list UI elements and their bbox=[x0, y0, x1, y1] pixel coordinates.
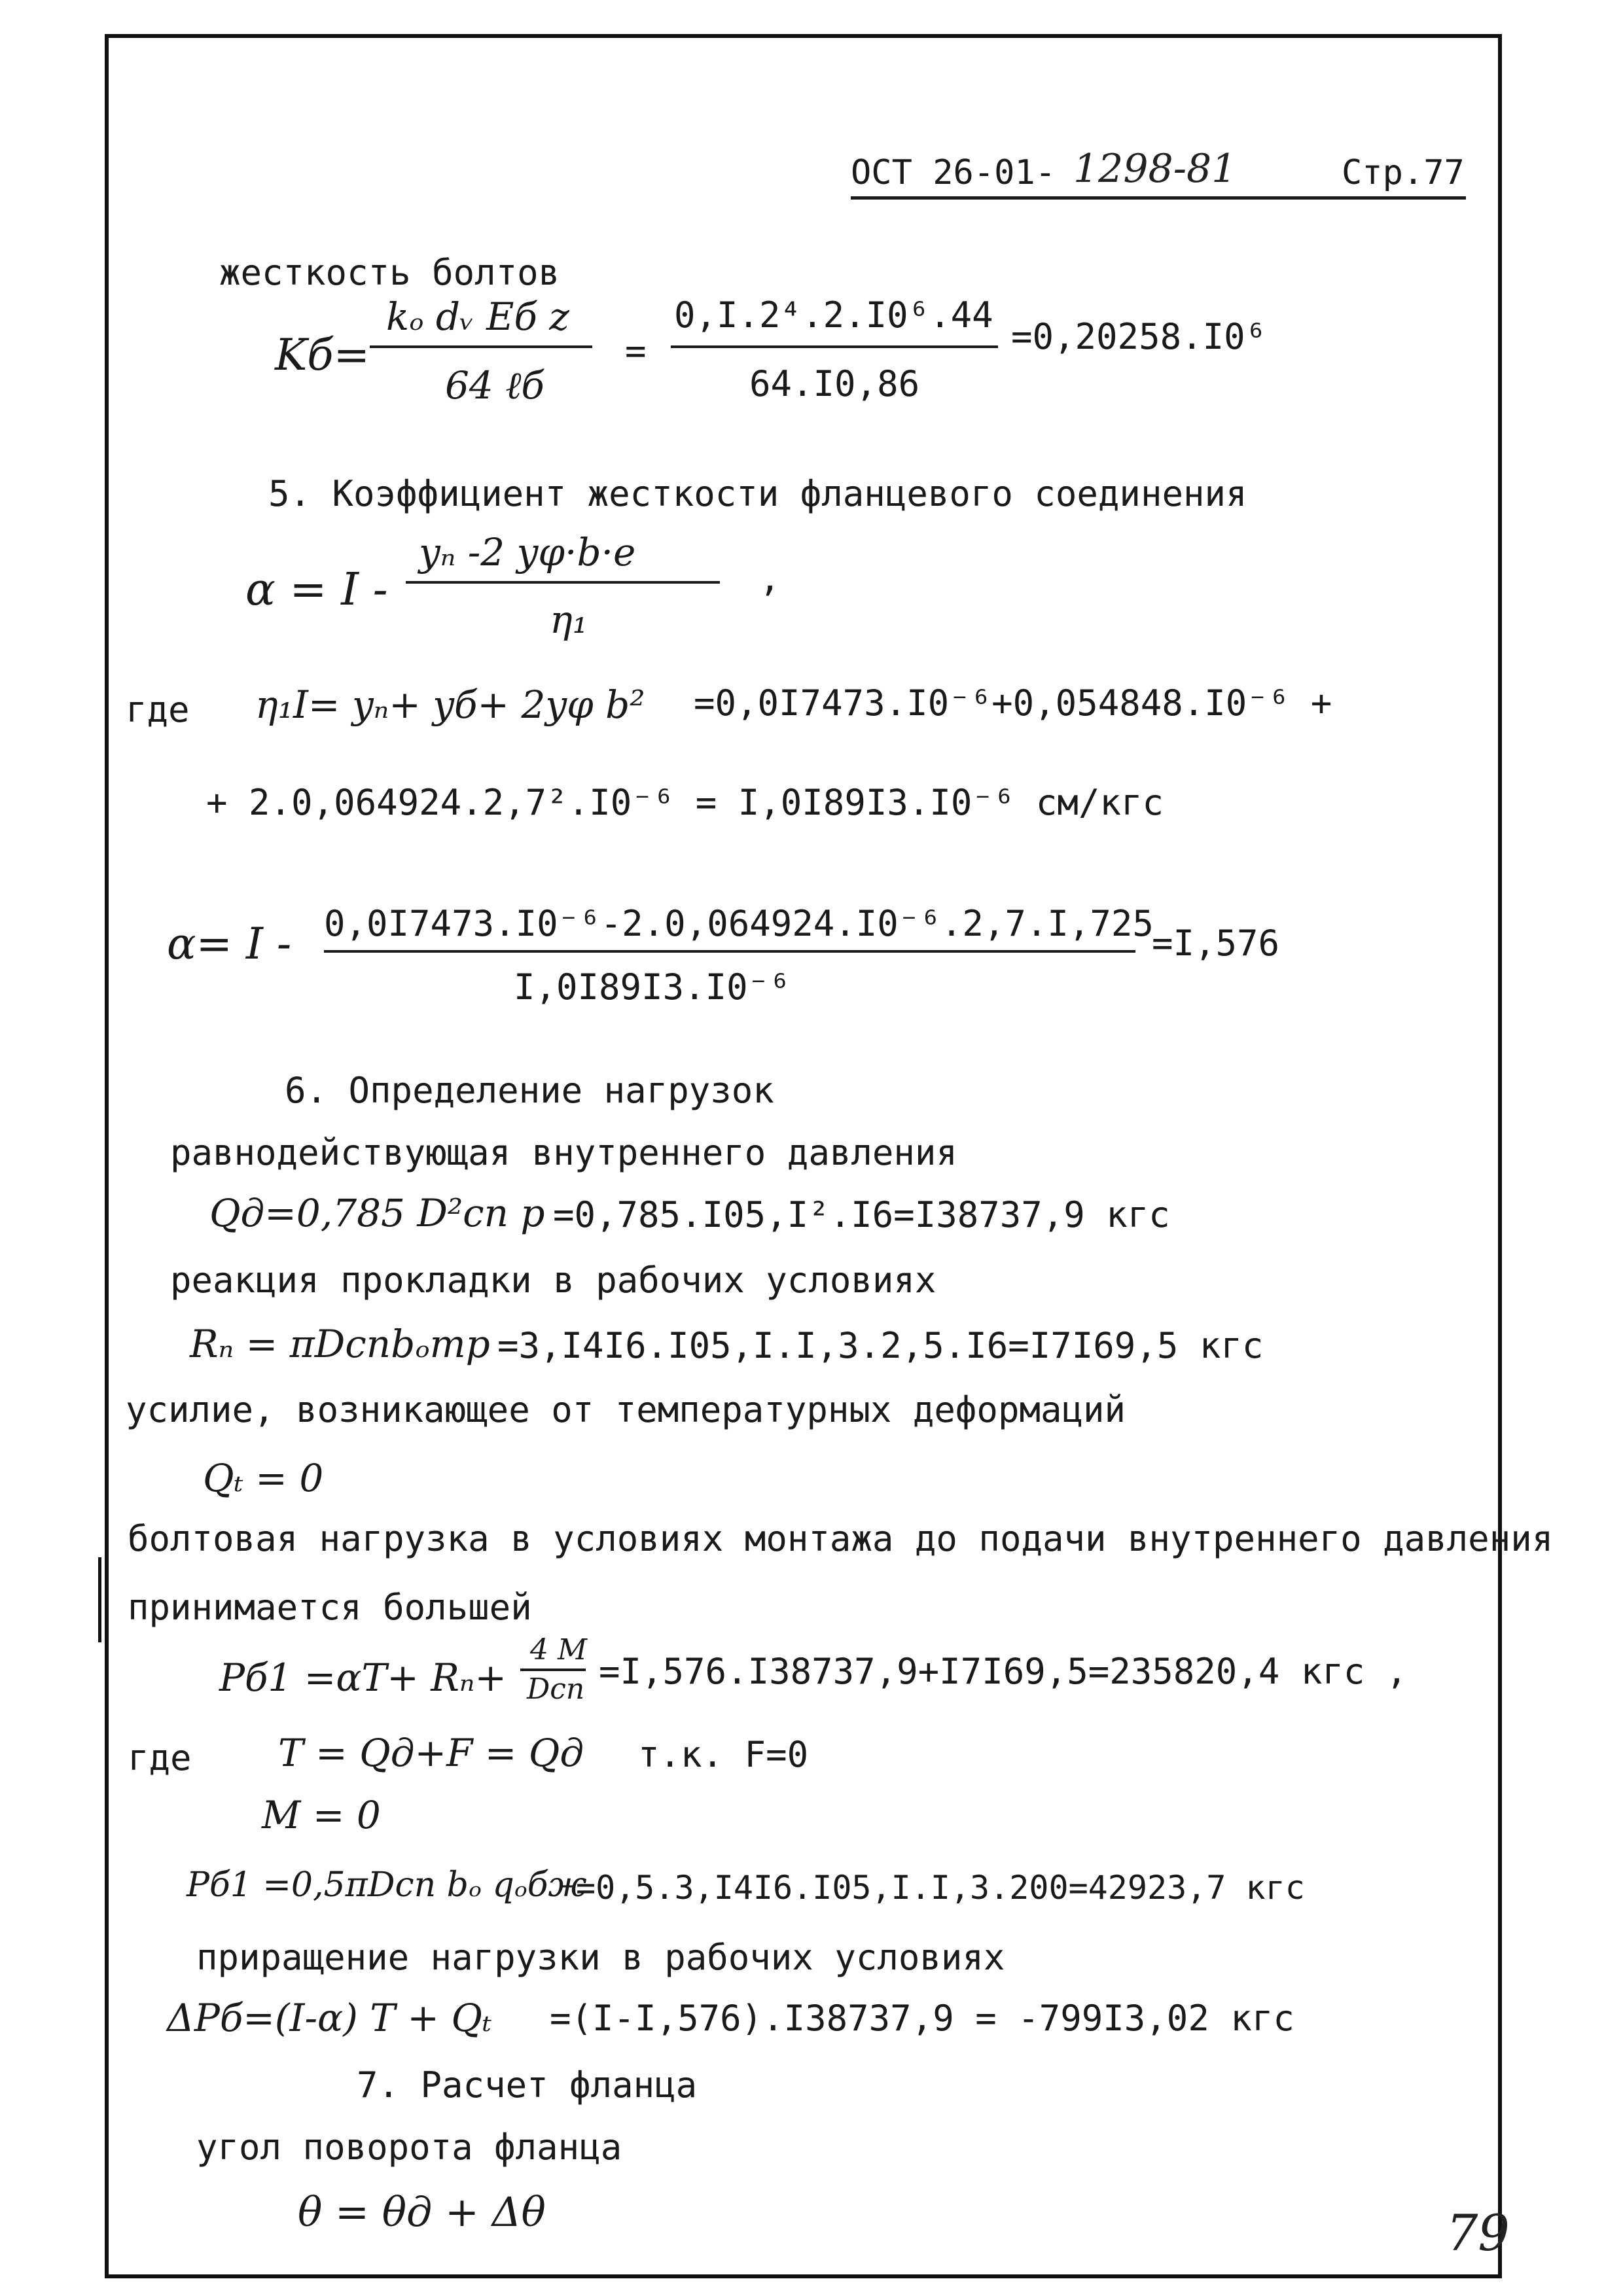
section-7-title: 7. Расчет фланца bbox=[357, 2064, 698, 2106]
alpha2-fraction-line bbox=[324, 950, 1135, 953]
eta-line-2: + 2.0,064924.2,7².I0⁻⁶ = I,0I89I3.I0⁻⁶ см/кгс bbox=[206, 782, 1164, 823]
rn-values: =3,I4I6.I05,I.I,3.2,5.I6=I7I69,5 кгс bbox=[497, 1325, 1264, 1366]
alpha-denominator: η₁ bbox=[550, 597, 588, 642]
kb-denominator-symbolic: 64 ℓб bbox=[445, 363, 544, 408]
thermal-label: усилие, возникающее от температурных деформаций bbox=[126, 1389, 1126, 1430]
alpha-comma: , bbox=[759, 558, 781, 599]
where-label-1: где bbox=[126, 689, 190, 730]
pb1-values: =I,576.I38737,9+I7I69,5=235820,4 кгс , bbox=[599, 1651, 1408, 1692]
m-formula: M = 0 bbox=[262, 1793, 381, 1837]
rotation-label: угол поворота фланца bbox=[196, 2127, 622, 2168]
dpb-formula: ΔPб=(I-α) T + Qₜ bbox=[167, 1996, 492, 2040]
kb-denominator-values: 64.I0,86 bbox=[749, 363, 920, 404]
where-label-2: где bbox=[128, 1737, 192, 1778]
eta-formula: η₁I= yₙ+ yб+ 2yφ b² bbox=[255, 682, 645, 727]
page-number-handwritten: 79 bbox=[1446, 2204, 1510, 2262]
dpb-values: =(I-I,576).I38737,9 = -799I3,02 кгс bbox=[550, 1998, 1294, 2039]
qd-formula: Qд=0,785 D²сп p bbox=[209, 1191, 545, 1235]
resultant-label: равнодействующая внутреннего давления bbox=[170, 1132, 957, 1173]
alpha2-result: =I,576 bbox=[1152, 923, 1280, 964]
pb1b-formula: Pб1 =0,5πDсп bₒ qₒбж bbox=[187, 1865, 587, 1905]
kb-equals: = bbox=[625, 330, 647, 372]
mount-label: болтовая нагрузка в условиях монтажа до подачи внутреннего давления bbox=[128, 1518, 1554, 1559]
alpha-numerator: yₙ -2 yφ·b·e bbox=[419, 530, 636, 574]
kb-fraction-line-1 bbox=[370, 345, 592, 348]
page-label: Стр.77 bbox=[1342, 153, 1465, 192]
doc-code: ОСТ 26-01- bbox=[851, 153, 1056, 192]
t-note: т.к. F=0 bbox=[638, 1734, 809, 1775]
doc-code-handwritten: 1298-81 bbox=[1073, 146, 1237, 192]
header-underline bbox=[851, 196, 1466, 200]
alpha2-denominator: I,0I89I3.I0⁻⁶ bbox=[514, 966, 791, 1008]
alpha2-lhs: α= I - bbox=[167, 919, 292, 969]
alpha2-numerator: 0,0I7473.I0⁻⁶-2.0,064924.I0⁻⁶.2,7.I,725 bbox=[324, 903, 1154, 944]
gasket-label: реакция прокладки в рабочих условиях bbox=[170, 1260, 936, 1301]
bolt-stiffness-label: жесткость болтов bbox=[219, 252, 560, 293]
kb-result: =0,20258.I0⁶ bbox=[1011, 316, 1267, 357]
pb1-formula: Pб1 =αT+ Rₙ+ bbox=[219, 1655, 507, 1700]
section-6-title: 6. Определение нагрузок bbox=[285, 1070, 774, 1111]
margin-mark bbox=[98, 1557, 101, 1642]
t-formula: T = Qд+F = Qд bbox=[278, 1731, 584, 1775]
theta-formula: θ = θд + Δθ bbox=[298, 2188, 546, 2236]
kb-fraction-line-2 bbox=[671, 345, 998, 348]
pb1-fraction-line bbox=[520, 1669, 586, 1671]
rn-formula: Rₙ = πDспbₒmp bbox=[190, 1322, 490, 1366]
kb-lhs: Kб= bbox=[275, 330, 370, 380]
pb1-fraction-denominator: Dсп bbox=[527, 1672, 585, 1706]
alpha-fraction-line bbox=[406, 581, 720, 584]
qd-values: =0,785.I05,I².I6=I38737,9 кгс bbox=[553, 1194, 1170, 1235]
eta-values: =0,0I7473.I0⁻⁶+0,054848.I0⁻⁶ + bbox=[694, 682, 1332, 724]
pb1-fraction-numerator: 4 M bbox=[530, 1633, 588, 1667]
kb-numerator-values: 0,I.2⁴.2.I0⁶.44 bbox=[674, 294, 993, 336]
kb-numerator-symbolic: kₒ dᵥ Eб z bbox=[386, 294, 569, 339]
accepted-label: принимается большей bbox=[128, 1587, 532, 1628]
section-5-title: 5. Коэффициент жесткости фланцевого соединения bbox=[268, 473, 1247, 514]
pb1b-values: =0,5.3,I4I6.I05,I.I,3.200=42923,7 кгс bbox=[576, 1869, 1305, 1907]
qt-formula: Qₜ = 0 bbox=[203, 1456, 324, 1500]
alpha-lhs: α = I - bbox=[245, 564, 388, 616]
increment-label: приращение нагрузки в рабочих условиях bbox=[196, 1937, 1005, 1978]
